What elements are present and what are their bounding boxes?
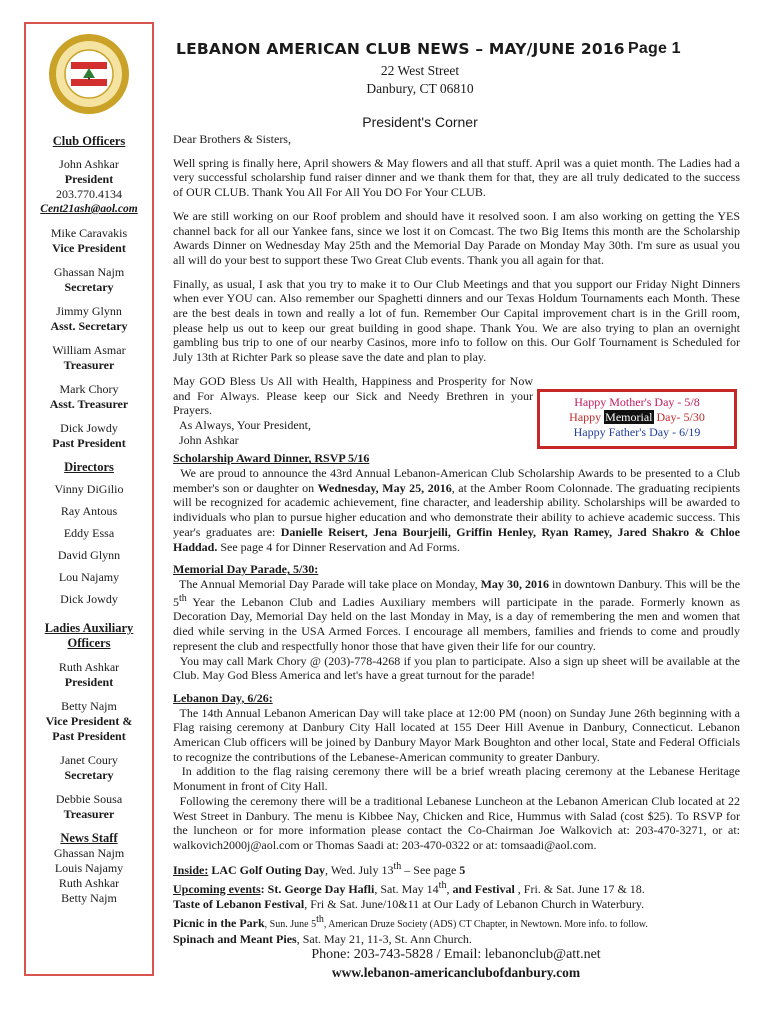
- spinach-meat-pies: Spinach and Meant Pies: [173, 931, 297, 946]
- scholarship-text: We are proud to announce the 43rd Annual Lebanon-American Club Scholarship Awards to be presented to a Club member's son or daughter on: [173, 466, 741, 495]
- asst-treasurer-role: Asst. Treasurer: [49, 397, 129, 411]
- upcoming-festival-date: , Fri. & Sat. June 17 & 18.: [514, 881, 645, 896]
- inside-section: [173, 859, 740, 947]
- footer: [176, 946, 736, 982]
- vp-name: Mike Caravakis: [50, 226, 128, 240]
- upcoming-sep: ,: [446, 881, 453, 896]
- director-name: Eddy Essa: [63, 526, 115, 540]
- footer-website-link[interactable]: www.lebanon-americanclubofdanbury.com: [331, 965, 581, 980]
- letter-paragraph: Finally, as usual, I ask that you try to make it to Our Club Meetings and that you support our Friday Night Dinners when ever YOU can. Also remember our Spaghetti dinners and our Texas Holdum Tournaments each Month. These are the best deals in town and really a lot of fun. Remember Our Capital improvement chart is in the Grill room, please help us out to keep our great building in good shape. Thank You. We are also trying to plan an overnight gambling bus trip to one of our nearby Casinos, more info to follow on this. Our Golf Tournament is Scheduled for July 13th at Richter Park so please save the date and plan to play.: [173, 276, 740, 365]
- memorial-sup: th: [179, 592, 187, 604]
- past-president-name: Dick Jowdy: [60, 421, 118, 435]
- asst-treasurer-name: Mark Chory: [59, 382, 119, 396]
- golf-date: , Wed. July 13: [325, 862, 394, 877]
- closing-signature: John Ashkar: [179, 432, 239, 447]
- upcoming-festival: and Festival: [452, 881, 515, 896]
- vp-role: Vice President: [52, 241, 126, 255]
- lebanon-day-text: The 14th Annual Lebanon American Day will take place at 12:00 PM (noon) on Sunday June 26th beginning with a Flag raising ceremony at Danbury City Hall located at 155 Deer Hill Avenue in Danbury, Connecticut. Lebanon American Club officers will be joined by Danbury Mayor Mark Boughton and other local, State and Federal Officials to recognize the contributions of the Lebanese-American community to greater Danbury.: [173, 705, 741, 764]
- memorial-text: You may call Mark Chory @ (203)-778-4268 if you plan to participate. Also a sign up sheet will be available at the Club. May God Bless America and let's have a great turnout for the parade!: [173, 653, 740, 683]
- sidebar: [24, 22, 154, 976]
- la-vp-name: Betty Najm: [61, 699, 117, 713]
- scholarship-section: [173, 451, 740, 554]
- mothers-day-text: Happy Mother's Day - 5/8: [574, 395, 700, 409]
- greeting: Dear Brothers & Sisters,: [173, 132, 291, 146]
- memorial-date: May 30, 2016: [480, 576, 549, 591]
- past-president-role: Past President: [52, 436, 126, 450]
- director-name: Vinny DiGilio: [54, 482, 124, 496]
- la-past-president-role: Past President: [52, 729, 126, 743]
- page-number: Page 1: [628, 40, 681, 57]
- lebanon-day-section: [173, 691, 740, 853]
- picnic-in-park: Picnic in the Park: [173, 915, 265, 930]
- address-street: 22 West Street: [380, 63, 460, 78]
- la-treasurer-role: Treasurer: [63, 807, 115, 821]
- taste-of-lebanon: Taste of Lebanon Festival: [173, 896, 305, 911]
- asst-secretary-name: Jimmy Glynn: [56, 304, 122, 318]
- letter-paragraph: May GOD Bless Us All with Health, Happiness and Prosperity for Now and For Always. Please keep our Sick and Needy Brethren in your Prayers.: [173, 373, 533, 418]
- news-staff-name: Ruth Ashkar: [58, 876, 120, 890]
- newsletter-body: [173, 132, 740, 947]
- st-george-hafli: : St. George Day Hafli: [260, 881, 375, 896]
- closing-line: As Always, Your President,: [179, 417, 312, 432]
- scholarship-graduates: Danielle Reisert, Jena Bourjeili, Griffin Henley, Ryan Ramey, Jared Shakro & Chloe Haddad.: [173, 524, 740, 554]
- director-name: Dick Jowdy: [60, 592, 118, 606]
- masthead: [176, 40, 736, 58]
- news-staff-heading: News Staff: [60, 831, 118, 845]
- scholarship-text: , at the Amber Room Colonnade. The graduating recipients will be recognized for academic achievement, fine character, and leadership ability. Scholarships will be awarded to individuals who plan to pursue higher education and who demonstrate their ability to achieve academic success. This year's graduates are:: [173, 480, 740, 539]
- lebanon-day-text: In addition to the flag raising ceremony there will be a brief wreath placing ceremony at the Lebanese Heritage Monument in front of City Hall.: [173, 764, 741, 794]
- la-president-name: Ruth Ashkar: [58, 660, 120, 674]
- secretary-role: Secretary: [64, 280, 114, 294]
- fathers-day-text: Happy Father's Day - 6/19: [573, 425, 701, 439]
- director-name: Ray Antous: [60, 504, 118, 518]
- memorial-prefix: Happy: [569, 410, 605, 424]
- news-staff-name: Ghassan Najm: [53, 846, 125, 860]
- president-name: John Ashkar: [59, 157, 119, 171]
- upcoming-label: Upcoming events: [173, 881, 261, 896]
- ladies-auxiliary-heading: Ladies Auxiliary: [44, 621, 134, 635]
- la-vp-role: Vice President &: [45, 714, 133, 728]
- picnic-sup: th: [316, 913, 324, 925]
- asst-secretary-role: Asst. Secretary: [50, 319, 128, 333]
- president-email-link[interactable]: Cent21ash@aol.com: [40, 203, 138, 215]
- memorial-section: [173, 562, 740, 683]
- golf-page: 5: [459, 862, 466, 877]
- golf-outing: LAC Golf Outing Day: [211, 862, 326, 877]
- scholarship-text: See page 4 for Dinner Reservation and Ad Forms.: [217, 539, 460, 554]
- upcoming-sup: th: [438, 879, 447, 891]
- scholarship-heading: Scholarship Award Dinner, RSVP 5/16: [173, 451, 370, 466]
- memorial-suffix: Day- 5/30: [653, 410, 705, 424]
- president-phone: 203.770.4134: [56, 187, 122, 201]
- director-name: Lou Najamy: [58, 570, 120, 584]
- letter-paragraph: Well spring is finally here, April showers & May flowers and all that stuff. April was a quiet month. The Ladies had a very successful scholarship fund raiser dinner and we thank them for that, they are all truly dedicated to the success of OUR CLUB. Thank You All For All You DO For Your CLUB.: [173, 155, 740, 200]
- directors-heading: Directors: [64, 460, 114, 474]
- memorial-highlight: Memorial: [605, 410, 653, 424]
- club-seal-logo: [47, 32, 131, 116]
- memorial-text: in downtown Danbury. This will be the 5: [173, 576, 741, 609]
- memorial-heading: Memorial Day Parade, 5/30:: [173, 562, 319, 577]
- taste-details: , Fri & Sat. June/10&11 at Our Lady of Lebanon Church in Waterbury.: [304, 896, 645, 911]
- officers-heading: Club Officers: [52, 134, 126, 148]
- address-city: Danbury, CT 06810: [366, 81, 474, 96]
- letter-paragraph: We are still working on our Roof problem and should have it resolved soon. I am also working on getting the YES channel back for all our Yankee fans, since we lost it on Comcast. The two Big Items this month are the Scholarship Awards Dinner on Wednesday May 25th and the Memorial Day Parade on Monday May 30th. I'm sure as usual you all will do your best to support these Two Great Club events. Thank you all again for that.: [173, 208, 740, 267]
- memorial-text: Year the Lebanon Club and Ladies Auxiliary members will participate in the parade. Formerly known as Decoration Day, Memorial Day held on the last Monday in May, is a day of remembering the men and women that died while serving in the USA Armed Forces. I encourage all members, families and friends to come and proudly represent the club and respectfully honor those that have given their life for our country.: [173, 594, 740, 653]
- closing: [173, 418, 740, 447]
- la-secretary-role: Secretary: [64, 768, 114, 782]
- golf-see: – See page: [401, 862, 460, 877]
- ladies-officers-heading: Officers: [67, 636, 111, 650]
- golf-sup: th: [393, 860, 402, 872]
- lebanon-day-heading: Lebanon Day, 6/26:: [173, 690, 273, 705]
- director-name: David Glynn: [57, 548, 121, 562]
- treasurer-role: Treasurer: [63, 358, 115, 372]
- news-staff-name: Louis Najamy: [54, 861, 124, 875]
- picnic-date: , Sun. June 5: [264, 918, 317, 930]
- spinach-details: , Sat. May 21, 11-3, St. Ann Church.: [296, 931, 472, 946]
- secretary-name: Ghassan Najm: [53, 265, 125, 279]
- upcoming-date: , Sat. May 14: [374, 881, 439, 896]
- president-role: President: [64, 172, 114, 186]
- section-title: President's Corner: [362, 114, 478, 130]
- la-treasurer-name: Debbie Sousa: [55, 792, 123, 806]
- lebanon-day-text: Following the ceremony there will be a traditional Lebanese Luncheon at the Lebanon American Club located at 22 West Street in Danbury. The menu is Kibbee Nay, Chicken and Rice, Hummus with Salad (cost $25). To RSVP for the luncheon or for more information please contact the Co-Chairman Joe Walkovich at: 203-470-3271, or at: walkovich2000j@aol.com or Thomas Saadi at: 203-470-0322 or at: tomsaadi@aol.com.: [173, 793, 741, 852]
- news-staff-name: Betty Najm: [61, 891, 117, 905]
- la-president-role: President: [64, 675, 114, 689]
- memorial-text: The Annual Memorial Day Parade will take place on Monday,: [179, 576, 481, 591]
- inside-label: Inside:: [173, 862, 209, 877]
- footer-contact: Phone: 203-743-5828 / Email: lebanonclub@att.net: [311, 947, 601, 962]
- scholarship-date: Wednesday, May 25, 2016: [317, 480, 452, 495]
- newsletter-title: LEBANON AMERICAN CLUB NEWS – MAY/JUNE 2016: [176, 40, 625, 58]
- picnic-details: , American Druze Society (ADS) CT Chapter, in Newtown. More info. to follow.: [323, 918, 648, 930]
- treasurer-name: William Asmar: [52, 343, 126, 357]
- la-secretary-name: Janet Coury: [60, 753, 118, 767]
